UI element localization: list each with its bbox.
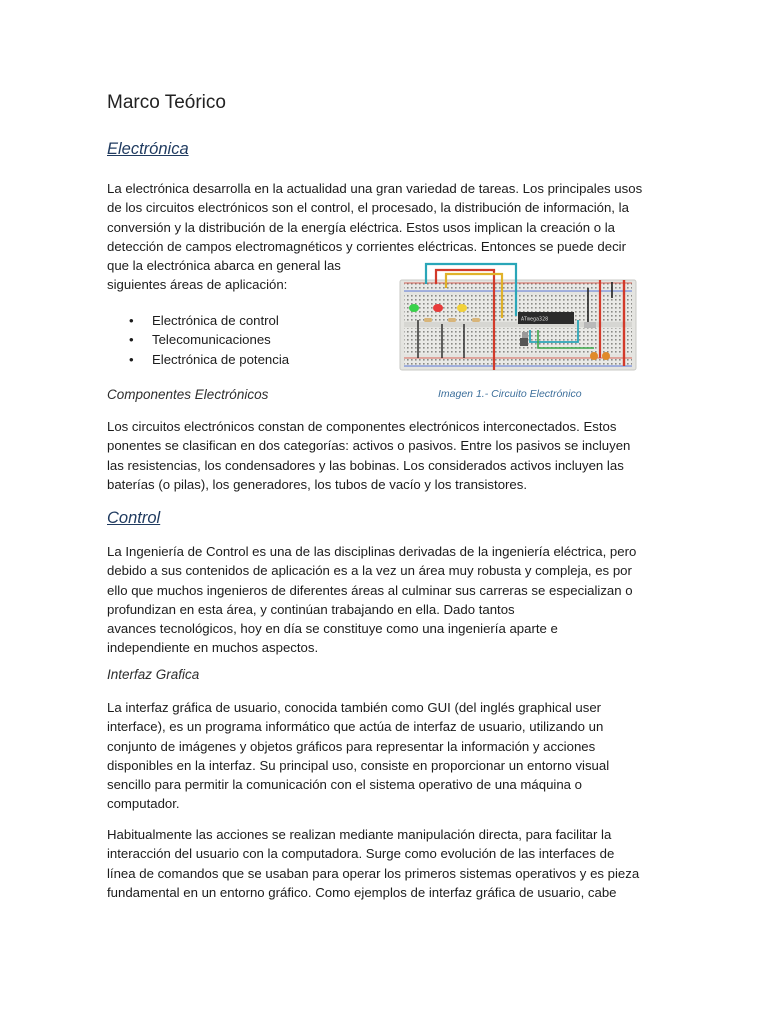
resistor-icon [424,318,432,322]
paragraph-line: interacción del usuario con la computadora. Surge como evolución de las interfaces de [107,846,615,862]
list-item-label: Telecomunicaciones [152,332,271,348]
componentes-paragraph [107,417,663,494]
paragraph-line: conjunto de imágenes y objetos gráficos para representar la información y acciones [107,738,596,754]
paragraph-line: detección de campos electromagnéticos y corrientes eléctricas. Entonces se puede decir [107,238,626,254]
list-item [125,350,289,369]
list-item-label: Electrónica de control [152,313,279,328]
paragraph-line: profundizan en esta área, y continúan trabajando en ella. Dado tantos [107,601,515,617]
section-heading-electronica: Electrónica [107,140,189,158]
paragraph-line: ponentes se clasifican en dos categorías: activos o pasivos. Entre los pasivos se incluyen [107,438,631,454]
subheading-interfaz-grafica: Interfaz Grafica [107,667,200,682]
subheading-componentes-electronicos: Componentes Electrónicos [107,387,269,402]
document-title: Marco Teórico [107,92,226,113]
paragraph-line: siguientes áreas de aplicación: [107,277,288,293]
yellow-led-icon [457,304,467,312]
paragraph-line: sencillo para permitir la comunicación con el sistema operativo de una máquina o [107,777,583,793]
green-led-icon [409,304,419,312]
paragraph-line: interface), es un programa informático que actúa de interfaz de usuario, utilizando un [107,719,604,735]
paragraph-line: disponibles en la interfaz. Su principal uso, consiste en proporcionar un entorno visual [107,757,610,773]
paragraph-line: ello que muchos ingenieros de diferentes áreas al culminar sus carreras se especializan o [107,582,633,598]
bullet-icon: • [129,332,134,348]
paragraph-line: avances tecnológicos, hoy en día se constituye como una ingeniería aparte e [107,621,558,637]
section-heading-control: Control [107,509,161,527]
paragraph-line: debido a sus contenidos de aplicación es a la vez un área muy robusta y compleja, es por [107,563,632,579]
paragraph-line: fundamental en un entorno gráfico. Como ejemplos de interfaz gráfica de usuario, cabe [107,884,617,900]
paragraph-line: La interfaz gráfica de usuario, conocida también como GUI (del inglés graphical user [107,700,602,715]
paragraph-line: conversión y la distribución de la energía eléctrica. Estos usos implican la creación o la [107,219,615,235]
paragraph-line: Habitualmente las acciones se realizan mediante manipulación directa, para facilitar la [107,827,612,842]
red-led-icon [433,304,443,312]
application-areas-list [125,311,289,369]
paragraph-line: de los circuitos electrónicos son el control, el procesado, la distribución de información, la [107,200,629,216]
paragraph-line: que la electrónica abarca en general las [107,258,341,274]
figure-caption: Imagen 1.- Circuito Electrónico [438,388,582,400]
interfaz-paragraph-2 [107,825,663,902]
paragraph-line: La Ingeniería de Control es una de las disciplinas derivadas de la ingeniería eléctrica, pero [107,544,637,559]
control-paragraph [107,542,663,658]
paragraph-line: baterías (o pilas), los generadores, los tubos de vacío y los transistores. [107,476,528,492]
list-item [125,330,289,349]
interfaz-paragraph-1 [107,698,663,814]
capacitor-icon [590,352,598,360]
bullet-icon: • [129,351,134,367]
paragraph-line: La electrónica desarrolla en la actualidad una gran variedad de tareas. Los principales usos [107,181,643,196]
capacitor-icon [602,352,610,360]
breadboard-circuit-image [398,258,638,380]
bullet-icon: • [129,313,134,328]
paragraph-line: Los circuitos electrónicos constan de componentes electrónicos interconectados. Estos [107,419,617,434]
paragraph-line: las resistencias, los condensadores y las bobinas. Los considerados activos incluyen las [107,457,624,473]
paragraph-line: independiente en muchos aspectos. [107,640,319,656]
chip-label: ATmega328 [521,316,549,323]
list-item [125,311,289,330]
resistor-icon [472,318,480,322]
paragraph-line: línea de comandos que se usaban para operar los primeros sistemas operativos y es pieza [107,865,640,881]
paragraph-line: computador. [107,796,180,812]
list-item-label: Electrónica de potencia [152,351,290,367]
resistor-icon [448,318,456,322]
